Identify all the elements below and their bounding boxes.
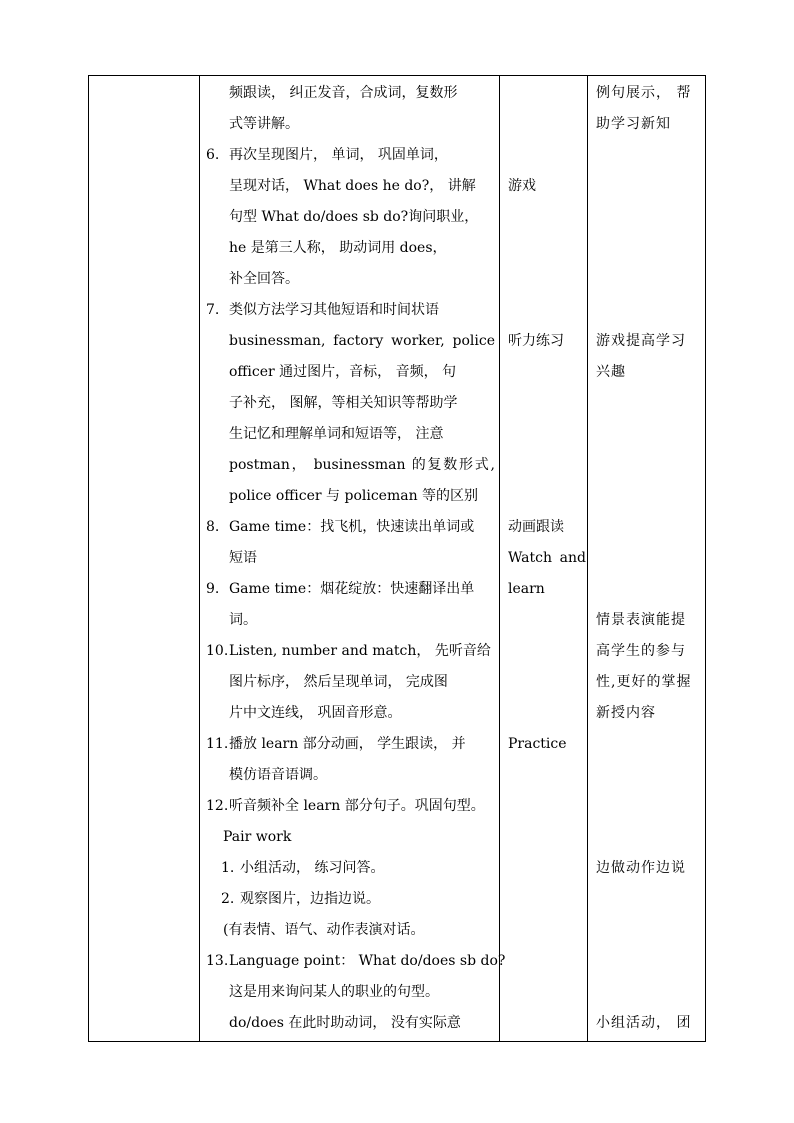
procedure-line: 模仿语音语调。 <box>229 767 327 783</box>
procedure-step-number: 1. <box>221 860 235 876</box>
purpose-text: 游戏提高学习 <box>596 333 686 349</box>
column-divider-1 <box>199 76 200 1041</box>
procedure-line: 生记忆和理解单词和短语等， 注意 <box>229 426 444 442</box>
procedure-step-number: 10. <box>206 643 229 659</box>
activity-text: Watch and <box>508 550 586 566</box>
procedure-line: businessman, factory worker, police <box>229 333 495 349</box>
procedure-step-number: 7. <box>206 302 220 318</box>
procedure-line: 频跟读， 纠正发音，合成词，复数形 <box>229 85 458 101</box>
activity-text: 动画跟读 <box>508 519 564 535</box>
procedure-line: 图片标序， 然后呈现单词， 完成图 <box>229 674 448 690</box>
procedure-line: 小组活动， 练习问答。 <box>240 860 385 876</box>
procedure-line: 这是用来询问某人的职业的句型。 <box>229 984 439 1000</box>
procedure-step-number: 13. <box>206 953 229 969</box>
procedure-line: police officer 与 policeman 等的区别 <box>229 488 479 504</box>
procedure-step-number: 8. <box>206 519 220 535</box>
activity-text: 游戏 <box>508 178 536 194</box>
procedure-line: 再次呈现图片， 单词， 巩固单词， <box>229 147 448 163</box>
procedure-line: do/does 在此时助动词， 没有实际意 <box>229 1015 461 1031</box>
procedure-step-number: 6. <box>206 147 220 163</box>
procedure-line: 短语 <box>229 550 257 566</box>
procedure-line: 子补充， 图解，等相关知识等帮助学 <box>229 395 458 411</box>
purpose-text: 兴趣 <box>596 364 626 380</box>
procedure-step-number: 12. <box>206 798 229 814</box>
purpose-text: 例句展示， 帮 <box>596 85 692 101</box>
column-divider-3 <box>587 76 588 1041</box>
procedure-line: 观察图片，边指边说。 <box>240 891 380 907</box>
procedure-line: officer 通过图片，音标， 音频， 句 <box>229 364 457 380</box>
procedure-step-number: 11. <box>206 736 229 752</box>
procedure-line: Listen, number and match， 先听音给 <box>229 643 491 659</box>
purpose-text: 小组活动， 团 <box>596 1015 692 1031</box>
purpose-text: 边做动作边说 <box>596 860 686 876</box>
purpose-text: 助学习新知 <box>596 116 671 132</box>
procedure-line: postman， businessman 的复数形式, <box>229 457 495 473</box>
procedure-line: 词。 <box>229 612 257 628</box>
column-divider-2 <box>499 76 500 1041</box>
procedure-line: 补全回答。 <box>229 271 299 287</box>
procedure-line: 听音频补全 learn 部分句子。巩固句型。 <box>229 798 485 814</box>
procedure-line: 式等讲解。 <box>229 116 299 132</box>
procedure-line: 类似方法学习其他短语和时间状语 <box>229 302 439 318</box>
activity-text: 听力练习 <box>508 333 564 349</box>
purpose-text: 性,更好的掌握 <box>596 674 692 690</box>
procedure-step-number: 2. <box>221 891 235 907</box>
procedure-line: (有表情、语气、动作表演对话。 <box>223 922 425 938</box>
procedure-line: 句型 What do/does sb do?询问职业， <box>229 209 479 225</box>
purpose-text: 新授内容 <box>596 705 656 721</box>
purpose-text: 情景表演能提 <box>596 612 686 628</box>
procedure-line: 片中文连线， 巩固音形意。 <box>229 705 402 721</box>
activity-text: Practice <box>508 736 567 752</box>
procedure-line: 呈现对话， What does he do?， 讲解 <box>229 178 476 194</box>
purpose-text: 高学生的参与 <box>596 643 686 659</box>
procedure-line: he 是第三人称， 助动词用 does， <box>229 240 447 256</box>
activity-text: learn <box>508 581 545 597</box>
procedure-line: 播放 learn 部分动画， 学生跟读， 并 <box>229 736 466 752</box>
procedure-line: Game time：找飞机，快速读出单词或 <box>229 519 475 535</box>
procedure-line: Language point： What do/does sb do? <box>229 953 506 969</box>
procedure-line: Pair work <box>223 829 292 845</box>
procedure-step-number: 9. <box>206 581 220 597</box>
procedure-line: Game time：烟花绽放：快速翻译出单 <box>229 581 475 597</box>
